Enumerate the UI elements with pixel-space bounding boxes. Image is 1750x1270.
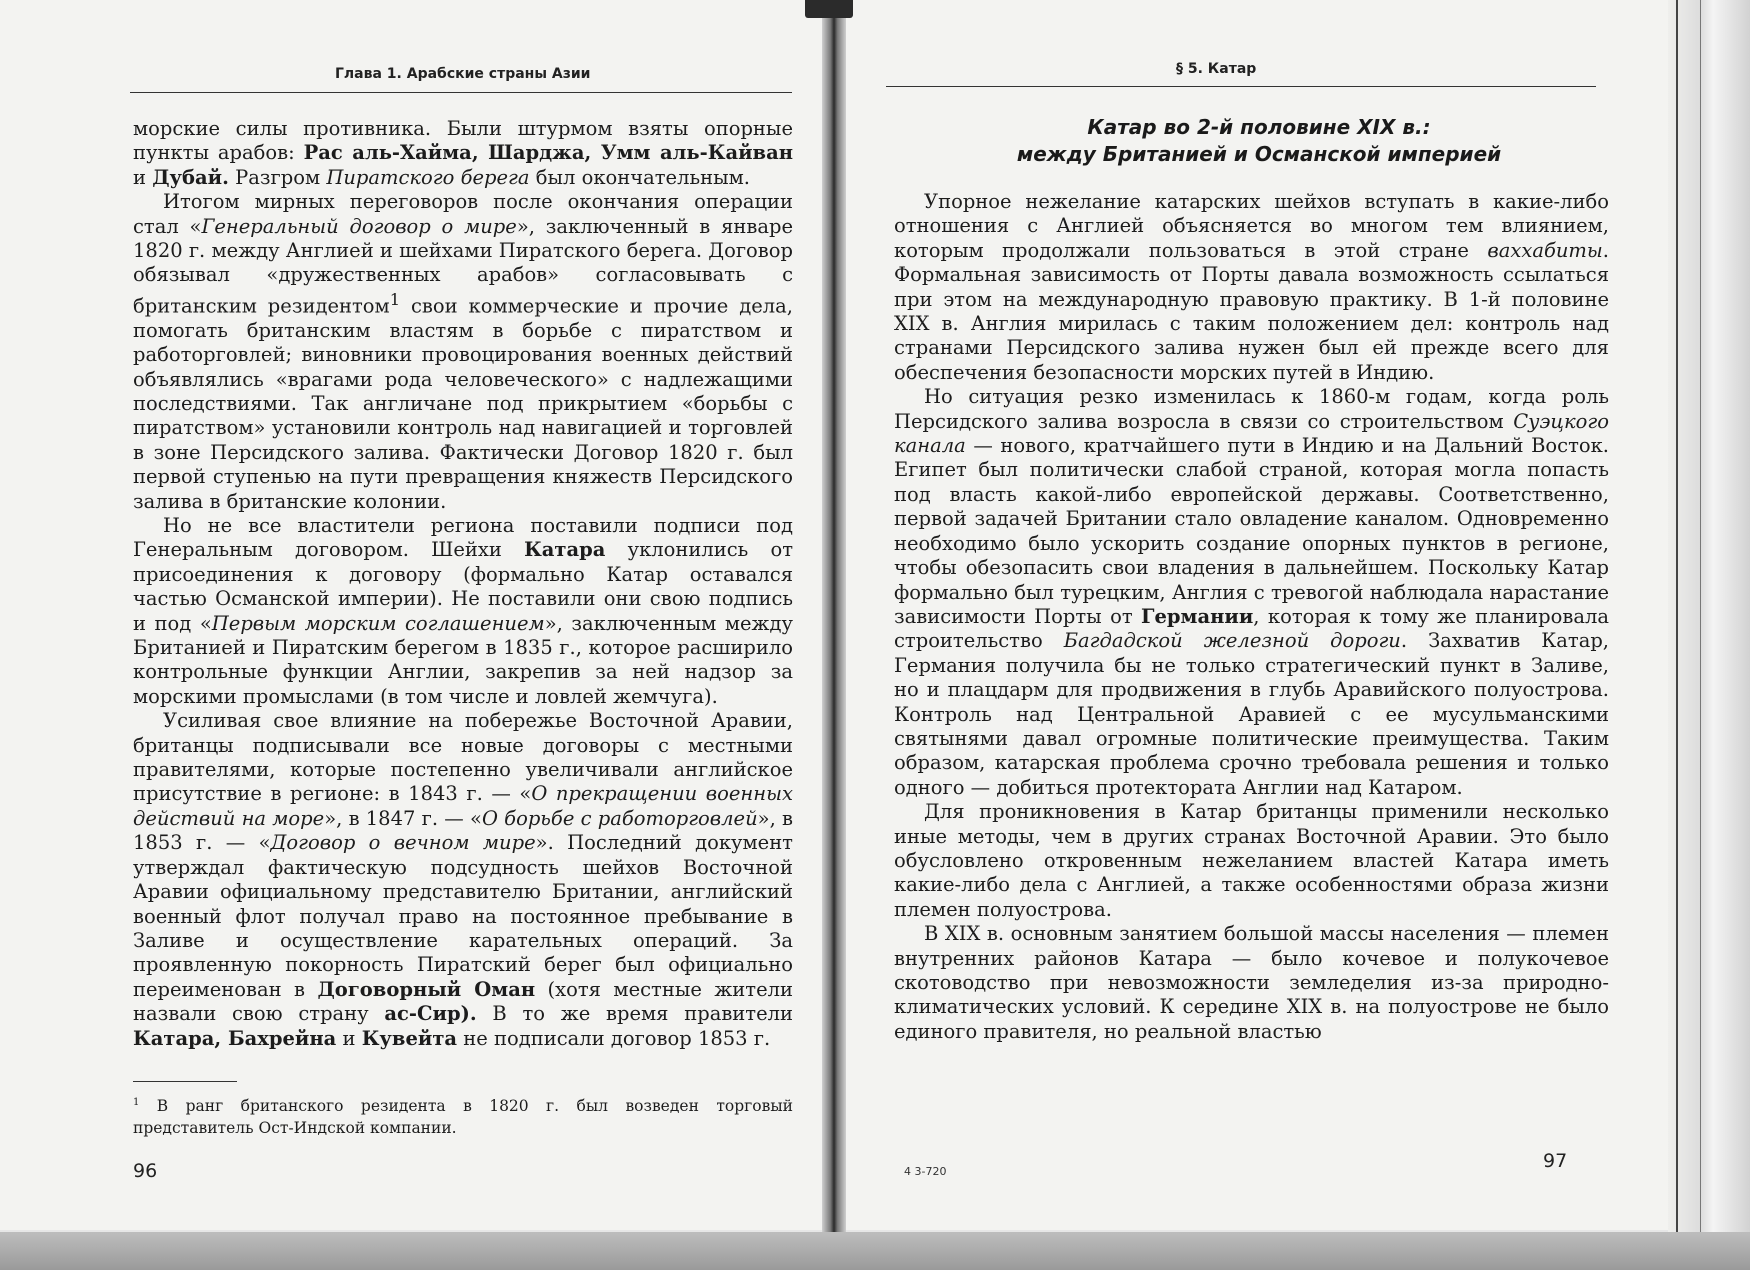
- paragraph: морские силы противника. Были штурмом взяты опорные пункты арабов: Рас аль-Хайма, Шарджа, Умм аль-Кайван и Дубай. Разгром Пиратского берега был окончательным.: [133, 117, 794, 189]
- page-edge-line: [1700, 0, 1701, 1232]
- section-title: [838, 114, 1680, 168]
- book-gutter: [822, 0, 846, 1232]
- running-head-left: Глава 1. Арабские страны Азии: [335, 66, 591, 82]
- scanner-bottom-band: [0, 1232, 1750, 1270]
- paragraph: Но ситуация резко изменилась к 1860-м годам, когда роль Персидского залива возросла в связи со строительством Суэцкого канала — нового, кратчайшего пути в Индию и на Дальний Восток. Египет был политически слабой страной, которая могла попасть под власть какой-либо европейской державы. Соответственно, первой задачей Британии стало овладение каналом. Одновременно необходимо было ускорить создание опорных пунктов в регионе, чтобы обезопасить свои владения в дальнейшем. Поскольку Катар формально был турецким, Англия с тревогой наблюдала нарастание зависимости Порты от Германии, которая к тому же планировала строительство Багдадской железной дороги. Захватив Катар, Германия получила бы не только стратегический пункт в Заливе, но и плацдарм для продвижения в глубь Аравийского полуострова. Контроль над Центральной Аравией с ее мусульманскими святынями давал огромные политические преимущества. Таким образом, катарская проблема срочно требовала решения и только одного — добиться протектората Англии над Катаром.: [894, 385, 1610, 799]
- page-number-right: 97: [1543, 1150, 1568, 1172]
- page-edges: [1668, 0, 1750, 1232]
- footnote-ref: 1: [389, 289, 401, 309]
- left-page: [0, 0, 830, 1230]
- section-title-line: Катар во 2-й половине XIX в.:: [1087, 115, 1431, 139]
- footnote: $^1$ В ранг британского резидента в 1820 г. был возведен торговый представитель Ост-Индской компании.: [133, 1097, 793, 1138]
- left-body-text: [133, 117, 793, 1051]
- paragraph: Усиливая свое влияние на побережье Восточной Аравии, британцы подписывали все новые договоры с местными правителями, которые постепенно увеличивали английское присутствие в регионе: в 1843 г. — «О прекращении военных действий на море», в 1847 г. — «О борьбе с работорговлей», в 1853 г. — «Договор о вечном мире». Последний документ утверждал фактическую подсудность шейхов Восточной Аравии официальному представителю Британии, английский военный флот получал право на постоянное пребывание в Заливе и осуществление карательных операций. За проявленную покорность Пиратский берег был официально переименован в Договорный Оман (хотя местные жители назвали свою страну ас-Сир). В то же время правители Катара, Бахрейна и Кувейта не подписали договор 1853 г.: [133, 709, 794, 1050]
- head-rule-left: [130, 92, 792, 93]
- right-body-text: [894, 190, 1609, 1044]
- page-edge-line: [1676, 0, 1678, 1232]
- paragraph: Для проникновения в Катар британцы применили несколько иные методы, чем в других странах Восточной Аравии. Это было обусловлено откровенным нежеланием властей Катара иметь какие-либо дела с Англией, а также особенностями образа жизни племен полуострова.: [894, 800, 1609, 921]
- right-page: [838, 0, 1680, 1230]
- head-rule-right: [886, 86, 1596, 87]
- paragraph: Но не все властители региона поставили подписи под Генеральным договором. Шейхи Катара уклонились от присоединения к договору (формально Катар оставался частью Османской империи). Не поставили они свою подпись и под «Первым морским соглашением», заключенным между Британией и Пиратским берегом в 1835 г., которое расширило контрольные функции Англии, закрепив за ней надзор за морскими промыслами (в том числе и ловлей жемчуга).: [133, 514, 793, 708]
- footnote-rule: [133, 1081, 237, 1082]
- running-head-right: § 5. Катар: [1176, 61, 1257, 77]
- page-number-left: 96: [133, 1160, 158, 1182]
- paragraph: Упорное нежелание катарских шейхов вступать в какие-либо отношения с Англией объясняется во многом тем влиянием, которым продолжали пользоваться в этой стране ваххабиты. Формальная зависимость от Порты давала возможность ссылаться при этом на международную правовую практику. В 1-й половине XIX в. Англия мирилась с таким положением дел: контроль над странами Персидского залива нужен был ей прежде всего для обеспечения безопасности морских путей в Индию.: [894, 190, 1609, 384]
- paragraph: Итогом мирных переговоров после окончания операции стал «Генеральный договор о мире», заключенный в январе 1820 г. между Англией и шейхами Пиратского берега. Договор обязывал «дружественных арабов» согласовывать с британским резидентом$^1$ свои коммерческие и прочие дела, помогать британским властям в борьбе с пиратством и работорговлей; виновники провоцирования военных действий объявлялись «врагами рода человеческого» с надлежащими последствиями. Так англичане под прикрытием «борьбы с пиратством» установили контроль над навигацией и торговлей в зоне Персидского залива. Фактически Договор 1820 г. был первой ступенью на пути превращения княжеств Персидского залива в британские колонии.: [133, 190, 793, 513]
- printer-signature: 4 3-720: [904, 1165, 947, 1178]
- binding-clip: [805, 0, 853, 18]
- paragraph: В XIX в. основным занятием большой массы населения — племен внутренних районов Катара — было кочевое и полукочевое скотоводство при невозможности земледелия из-за природно-климатических условий. К середине XIX в. на полуострове не было единого правителя, но реальной властью: [894, 922, 1609, 1043]
- section-title-line: между Британией и Османской империей: [1016, 142, 1502, 166]
